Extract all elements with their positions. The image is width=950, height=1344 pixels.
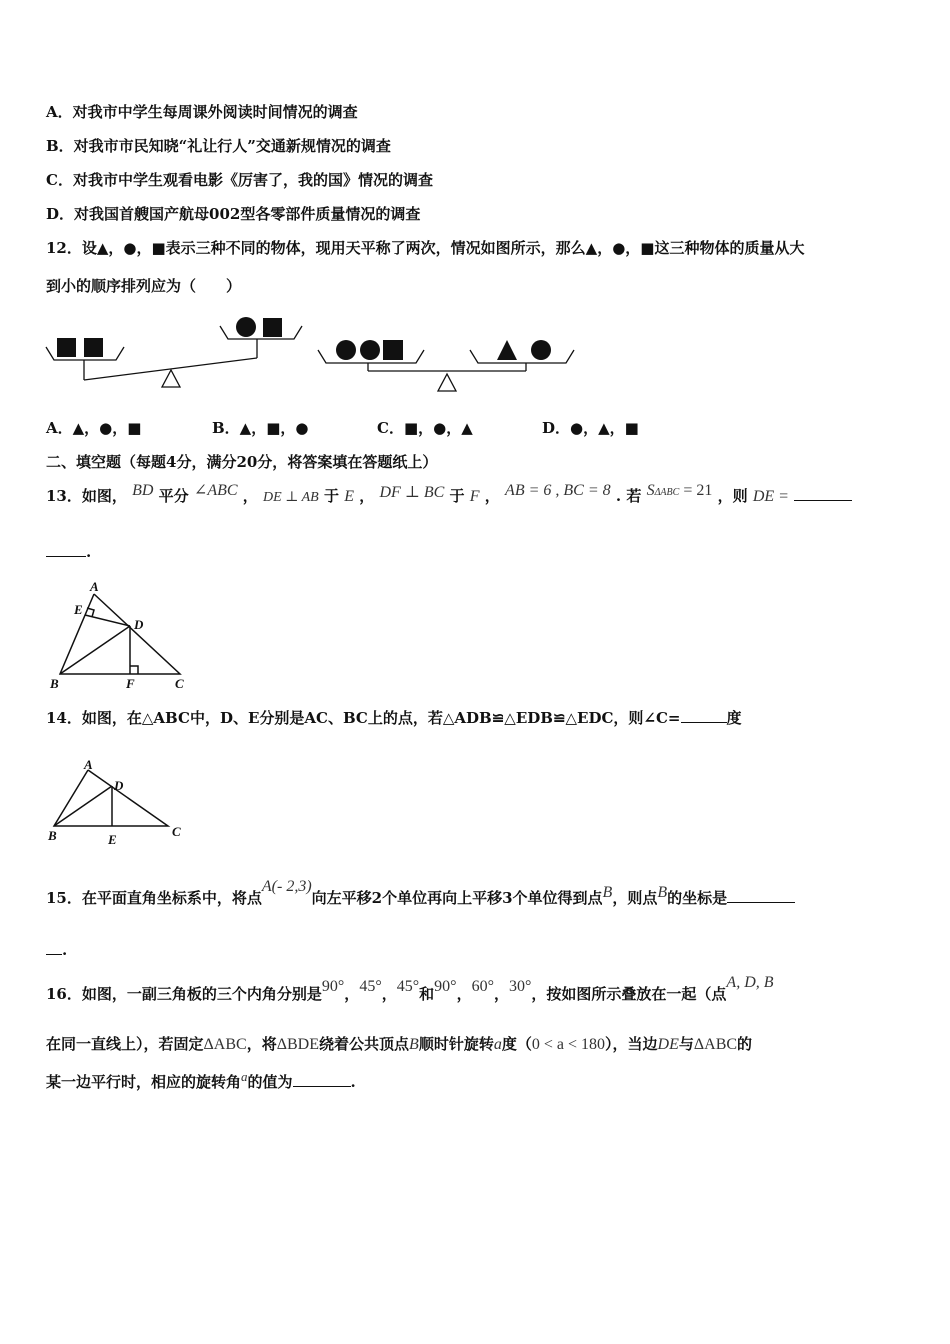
circle-shape: [531, 340, 551, 360]
q12-option-a: A．▲，●，■: [46, 419, 142, 437]
q15-stem-line1: 15．在平面直角坐标系中，将点A(- 2,3)向左平移2个单位再向上平移3个单位得到点B，则点B的坐标是: [46, 888, 795, 909]
q16-stem-line2: 在同一直线上），若固定ΔABC，将ΔBDE绕着公共顶点B顺时针旋转a度（0 < a < 180），当边DE与ΔABC的: [46, 1035, 753, 1053]
circle-shape: [336, 340, 356, 360]
left-pan: [46, 338, 124, 380]
label-d: D: [114, 778, 124, 793]
fulcrum: [162, 370, 180, 387]
left-pan: [318, 340, 424, 371]
q14-triangle-figure: [46, 756, 196, 848]
q12-option-d: D．●，▲，■: [542, 419, 639, 437]
q13-stem-line2: .: [46, 542, 91, 562]
balance-figure-2: [314, 330, 580, 396]
section-heading: 二、填空题（每题4分，满分20分，将答案填在答题纸上）: [46, 453, 438, 471]
answer-blank[interactable]: [794, 486, 852, 501]
answer-blank[interactable]: [46, 940, 62, 955]
label-a: A: [90, 580, 99, 594]
answer-blank[interactable]: [293, 1072, 351, 1087]
label-e: E: [74, 602, 83, 617]
segment-bd: [54, 786, 112, 826]
label-c: C: [172, 824, 181, 839]
triangle-shape: [497, 340, 517, 360]
label-a: A: [84, 757, 93, 772]
q11-option-a: A．对我市中学生每周课外阅读时间情况的调查: [46, 103, 358, 121]
q12-stem-line2: 到小的顺序排列应为（ ）: [46, 277, 242, 295]
triangle-abc: [54, 770, 168, 826]
square-shape: [383, 340, 403, 360]
q15-stem-line2: .: [46, 940, 67, 960]
label-d: D: [134, 617, 144, 632]
answer-blank[interactable]: [681, 708, 727, 723]
q11-option-c: C．对我市中学生观看电影《厉害了，我的国》情况的调查: [46, 171, 433, 189]
q13-stem-line1: 13．如图， BD 平分 ∠ABC ， DE ⊥ AB 于 E ， DF ⊥ BC 于 F ， AB = 6 , BC = 8 . 若 SΔABC = 21 ，则 DE =: [46, 486, 852, 509]
right-pan: [220, 317, 302, 358]
circle-shape: [236, 317, 256, 337]
balance-figure-1: [44, 314, 310, 392]
right-pan: [470, 340, 574, 371]
label-c: C: [175, 676, 184, 691]
q16-stem-line1: 16．如图，一副三角板的三个内角分别是90°，45°，45°和90°，60°，30°，按如图所示叠放在一起（点A, D, B: [46, 974, 774, 1003]
circle-shape: [360, 340, 380, 360]
answer-blank[interactable]: [46, 542, 86, 557]
label-b: B: [48, 828, 57, 843]
square-shape: [84, 338, 103, 357]
square-shape: [263, 318, 282, 337]
q11-option-d: D．对我国首艘国产航母002型各零部件质量情况的调查: [46, 205, 421, 223]
square-shape: [57, 338, 76, 357]
answer-blank[interactable]: [727, 888, 795, 903]
fulcrum: [438, 374, 456, 391]
q14-stem: 14．如图，在△ABC中，D、E分别是AC、BC上的点，若△ADB≌△EDB≌△EDC，则∠C= 度: [46, 709, 742, 727]
q16-stem-line3: 某一边平行时，相应的旋转角a的值为 .: [46, 1069, 356, 1091]
q12-option-b: B．▲，■，●: [212, 419, 309, 437]
label-f: F: [126, 676, 135, 691]
label-e: E: [108, 832, 117, 847]
q11-option-b: B．对我市市民知晓“礼让行人”交通新规情况的调查: [46, 137, 391, 155]
label-b: B: [50, 676, 59, 691]
q13-triangle-figure: [46, 580, 196, 692]
q12-stem-line1: 12．设▲，●，■表示三种不同的物体，现用天平称了两次，情况如图所示，那么▲，●，■这三种物体的质量从大: [46, 239, 805, 257]
q12-option-c: C．■，●，▲: [377, 419, 473, 437]
right-angle-mark: [130, 666, 138, 674]
